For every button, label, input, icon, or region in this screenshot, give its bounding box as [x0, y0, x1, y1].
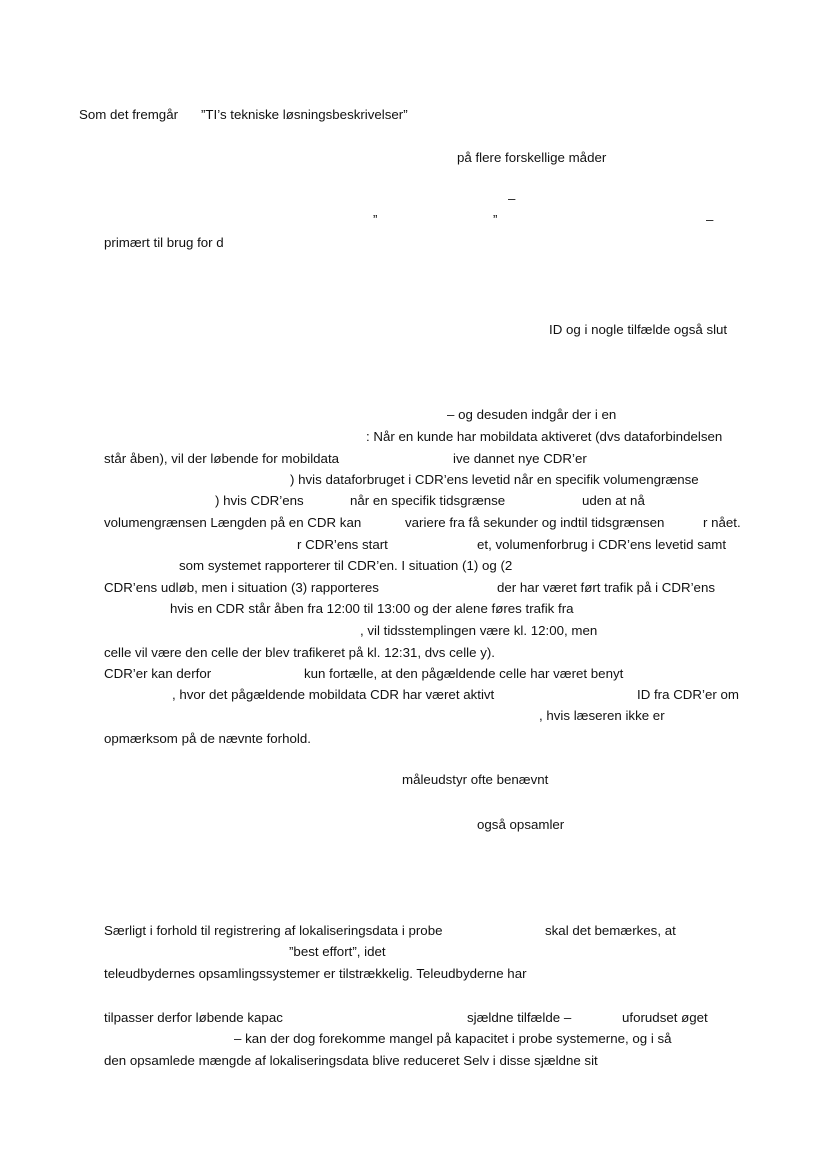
text-fragment: : Når en kunde har mobildata aktiveret (dvs dataforbindelsen: [366, 429, 723, 444]
text-fragment: kun fortælle, at den pågældende celle har været benyt: [304, 666, 624, 681]
text-fragment: skal det bemærkes, at: [545, 923, 676, 938]
text-fragment: der har været ført trafik på i CDR’ens: [497, 580, 715, 595]
text-fragment: Som det fremgår: [79, 107, 179, 122]
text-fragment: , hvor det pågældende mobildata CDR har været aktivt: [172, 687, 495, 702]
text-fragment: r nået.: [703, 515, 741, 530]
text-fragment: celle vil være den celle der blev trafikeret på kl. 12:31, dvs celle y).: [104, 645, 495, 660]
text-fragment: teleudbydernes opsamlingssystemer er tilstrækkelig. Teleudbyderne har: [104, 966, 527, 981]
text-fragment: ”TI’s tekniske løsningsbeskrivelser”: [201, 107, 408, 122]
text-fragment: også opsamler: [477, 817, 565, 832]
text-fragment: den opsamlede mængde af lokaliseringsdata blive reduceret Selv i disse sjældne sit: [104, 1053, 598, 1068]
text-fragment: hvis en CDR står åben fra 12:00 til 13:00 og der alene føres trafik fra: [170, 601, 574, 616]
text-fragment: –: [508, 191, 516, 206]
text-fragment: – kan der dog forekomme mangel på kapacitet i probe systemerne, og i så: [234, 1031, 672, 1046]
text-fragment: ) hvis CDR’ens: [215, 493, 304, 508]
text-fragment: som systemet rapporterer til CDR’en. I situation (1) og (2: [179, 558, 513, 573]
text-fragment: , vil tidsstemplingen være kl. 12:00, men: [360, 623, 598, 638]
text-fragment: ) hvis dataforbruget i CDR’ens levetid når en specifik volumengrænse: [290, 472, 699, 487]
text-fragment: volumengrænsen Længden på en CDR kan: [104, 515, 362, 530]
text-fragment: på flere forskellige måder: [457, 150, 607, 165]
text-fragment: uden at nå: [582, 493, 645, 508]
text-fragment: ”: [373, 212, 378, 227]
text-fragment: opmærksom på de nævnte forhold.: [104, 731, 311, 746]
text-fragment: ”: [493, 212, 498, 227]
text-fragment: CDR’ens udløb, men i situation (3) rapporteres: [104, 580, 379, 595]
text-fragment: ID fra CDR’er om: [637, 687, 739, 702]
text-fragment: uforudset øget: [622, 1010, 708, 1025]
text-fragment: står åben), vil der løbende for mobildata: [104, 451, 340, 466]
text-fragment: –: [706, 212, 714, 227]
text-fragment: , hvis læseren ikke er: [539, 708, 665, 723]
text-fragment: variere fra få sekunder og indtil tidsgrænsen: [405, 515, 665, 530]
text-fragment: ID og i nogle tilfælde også slut: [549, 322, 728, 337]
text-fragment: måleudstyr ofte benævnt: [402, 772, 549, 787]
text-fragment: Særligt i forhold til registrering af lokaliseringsdata i probe: [104, 923, 443, 938]
text-fragment: r CDR’ens start: [297, 537, 388, 552]
text-fragment: primært til brug for d: [104, 235, 224, 250]
text-fragment: et, volumenforbrug i CDR’ens levetid samt: [477, 537, 727, 552]
text-fragment: ”best effort”, idet: [289, 944, 386, 959]
text-fragment: – og desuden indgår der i en: [447, 407, 617, 422]
text-fragment: CDR’er kan derfor: [104, 666, 212, 681]
text-fragment: tilpasser derfor løbende kapac: [104, 1010, 283, 1025]
text-fragment: sjældne tilfælde –: [467, 1010, 572, 1025]
text-fragment: ive dannet nye CDR’er: [453, 451, 587, 466]
text-fragment: når en specifik tidsgrænse: [350, 493, 506, 508]
